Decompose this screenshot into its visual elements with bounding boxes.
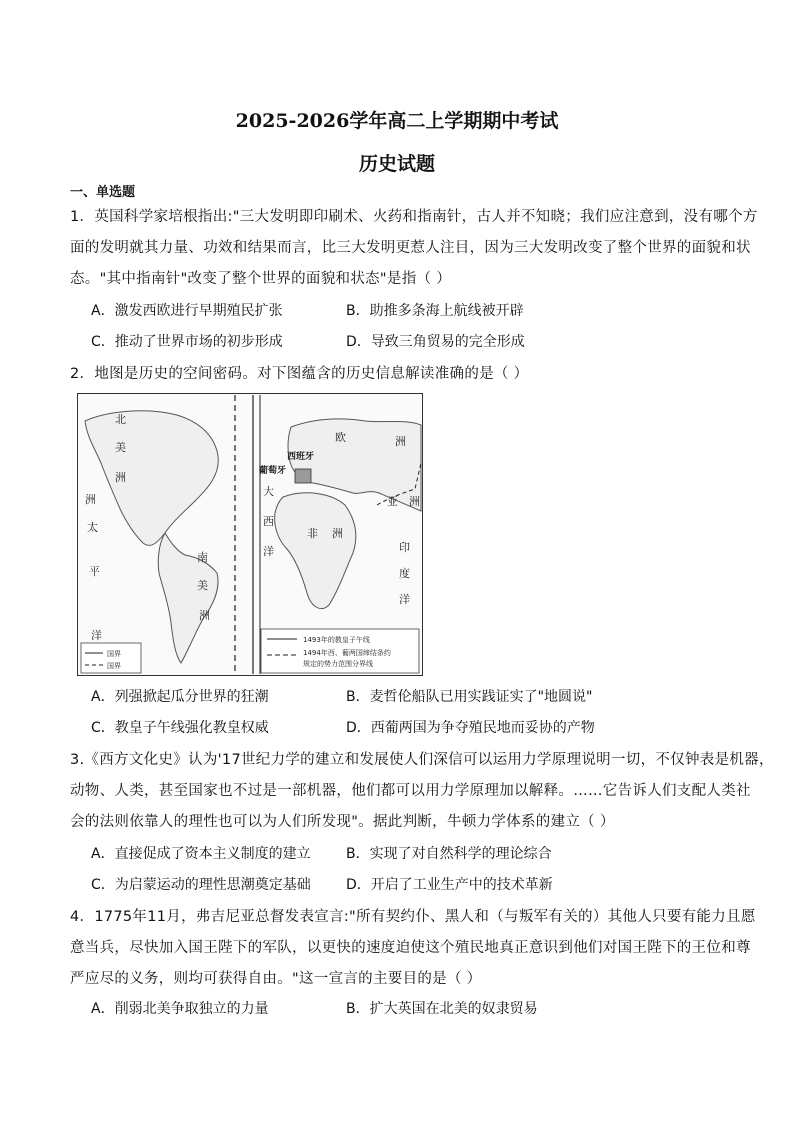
map-label-indian-ocean-1: 印 bbox=[399, 541, 410, 554]
world-map-svg bbox=[77, 393, 423, 676]
map-label-pacific-3: 平 bbox=[89, 565, 100, 578]
map-label-asia-1: 亚 bbox=[387, 495, 398, 508]
map-label-europe-1: 欧 bbox=[335, 431, 346, 444]
map-label-asia-2: 洲 bbox=[409, 495, 420, 508]
q2-option-c[interactable]: C．教皇子午线强化教皇权威 bbox=[91, 720, 269, 736]
q4-stem-line1: 4．1775年11月，弗吉尼亚总督发表宣言:"所有契约仆、黑人和（与叛军有关的）其他人只要有能力且愿 bbox=[70, 909, 756, 925]
q3-option-c[interactable]: C．为启蒙运动的理性思潮奠定基础 bbox=[91, 877, 311, 893]
q3-stem-line1: 3.《西方文化史》认为'17世纪力学的建立和发展使人们深信可以运用力学原理说明一切，不仅钟表是机器， bbox=[70, 752, 774, 768]
q1-option-d[interactable]: D．导致三角贸易的完全形成 bbox=[346, 334, 525, 350]
q1-option-a[interactable]: A．激发西欧进行早期殖民扩张 bbox=[91, 303, 283, 319]
map-label-spain: 西班牙 bbox=[287, 452, 315, 462]
q3-stem-line3: 会的法则依靠人的理性也可以为人们所发现"。据此判断，牛顿力学体系的建立（ ） bbox=[70, 814, 615, 830]
map-label-south-america-2: 美 bbox=[197, 579, 208, 592]
q3-option-a[interactable]: A．直接促成了资本主义制度的建立 bbox=[91, 846, 311, 862]
map-label-atlantic-2: 西 bbox=[263, 515, 274, 528]
q1-stem-line3: 态。"其中指南针"改变了整个世界的面貌和状态"是指（ ） bbox=[70, 271, 452, 287]
q3-stem-line2: 动物、人类，甚至国家也不过是一部机器，他们都可以用力学原理加以解释。……它告诉人们支配人类社 bbox=[70, 783, 751, 799]
q4-option-b[interactable]: B．扩大英国在北美的奴隶贸易 bbox=[346, 1001, 538, 1017]
q1-option-b[interactable]: B．助推多条海上航线被开辟 bbox=[346, 303, 524, 319]
map-label-south-america-1: 南 bbox=[197, 551, 208, 564]
map-label-north-america-3: 洲 bbox=[115, 471, 126, 484]
map-label-indian-ocean-3: 洋 bbox=[399, 593, 410, 606]
q2-option-b[interactable]: B．麦哲伦船队已用实践证实了"地圆说" bbox=[346, 689, 593, 705]
legend-left-1: 国界 bbox=[107, 650, 121, 658]
map-label-north-america-1: 北 bbox=[115, 413, 126, 426]
map-label-pacific-1: 洲 bbox=[85, 493, 96, 506]
map-label-north-america-2: 美 bbox=[115, 441, 126, 454]
legend-right-2: 1494年西、葡两国缔结条约 bbox=[303, 649, 391, 657]
exam-subject: 历史试题 bbox=[358, 153, 435, 175]
legend-right-1: 1493年的教皇子午线 bbox=[303, 636, 370, 644]
q4-stem-line3: 严应尽的义务，则均可获得自由。"这一宣言的主要目的是（ ） bbox=[70, 971, 482, 987]
q1-stem-line2: 面的发明就其力量、功效和结果而言，比三大发明更惹人注目，因为三大发明改变了整个世界的面貌和状 bbox=[70, 240, 751, 256]
map-label-atlantic-3: 洋 bbox=[263, 545, 274, 558]
world-map-figure bbox=[77, 393, 423, 676]
map-label-indian-ocean-2: 度 bbox=[399, 567, 410, 580]
q1-option-c[interactable]: C．推动了世界市场的初步形成 bbox=[91, 334, 283, 350]
q3-option-d[interactable]: D．开启了工业生产中的技术革新 bbox=[346, 877, 553, 893]
exam-title: 2025-2026学年高二上学期期中考试 bbox=[235, 110, 559, 132]
q1-stem-line1: 1．英国科学家培根指出:"三大发明即印刷术、火药和指南针，古人并不知晓；我们应注意到，没有哪个方 bbox=[70, 209, 758, 225]
q2-option-a[interactable]: A．列强掀起瓜分世界的狂潮 bbox=[91, 689, 269, 705]
map-label-portugal: 葡萄牙 bbox=[259, 466, 287, 476]
q4-stem-line2: 意当兵，尽快加入国王陛下的军队，以更快的速度迫使这个殖民地真正意识到他们对国王陛下的王位和尊 bbox=[70, 940, 751, 956]
section-heading: 一、单选题 bbox=[70, 185, 136, 200]
q2-option-d[interactable]: D．西葡两国为争夺殖民地而妥协的产物 bbox=[346, 720, 595, 736]
map-label-africa: 非洲 bbox=[307, 527, 357, 540]
legend-left-2: 国界 bbox=[107, 662, 121, 670]
q3-option-b[interactable]: B．实现了对自然科学的理论综合 bbox=[346, 846, 552, 862]
map-label-europe-2: 洲 bbox=[395, 435, 406, 448]
map-label-pacific-4: 洋 bbox=[91, 629, 102, 642]
q2-stem-line1: 2．地图是历史的空间密码。对下图蕴含的历史信息解读准确的是（ ） bbox=[70, 366, 529, 382]
map-label-south-america-3: 洲 bbox=[199, 609, 210, 622]
q4-option-a[interactable]: A．削弱北美争取独立的力量 bbox=[91, 1001, 269, 1017]
map-label-atlantic-1: 大 bbox=[263, 485, 274, 498]
map-label-pacific-2: 太 bbox=[87, 521, 98, 534]
legend-right-3: 规定的势力范围分界线 bbox=[303, 660, 373, 668]
